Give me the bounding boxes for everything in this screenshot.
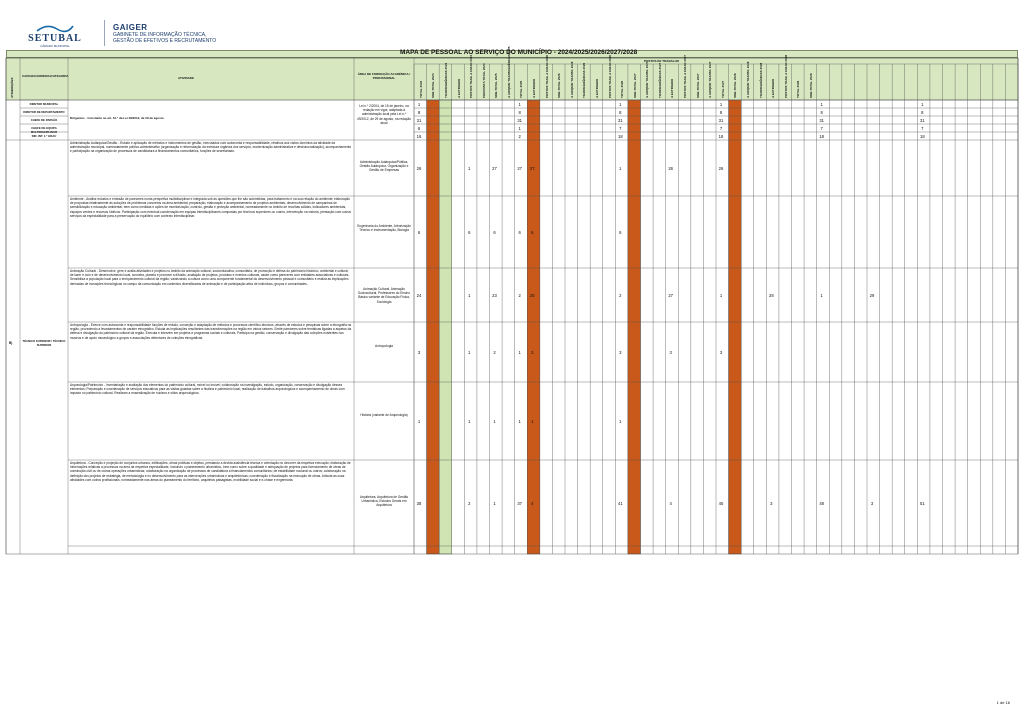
dir-formacao: Lei n.º 2/2004, de 15 de janeiro, na redação em vigor, adaptada à administração local pela Lei n.º 49/2012, de 29 de agosto, na redação atual xyxy=(357,104,411,125)
dir-value: 1 xyxy=(619,102,622,107)
col-header-3-0: TOTAL 2027 xyxy=(720,80,725,98)
tec-value: 1 xyxy=(493,419,496,424)
tec-value: 27 xyxy=(517,166,522,171)
dir-value: 8 xyxy=(820,110,823,115)
col-header-2-1: SUB-TOTAL 2027 xyxy=(632,73,637,98)
dir-cargo: DIRETOR DE DEPARTAMENTO xyxy=(23,110,65,114)
tec-value: 24 xyxy=(416,293,422,298)
tec-value: 41 xyxy=(617,501,623,506)
tec-value: 26 xyxy=(718,166,724,171)
tec-value: 26 xyxy=(416,166,422,171)
tec-value: 1 xyxy=(468,350,471,355)
col-header-3-2: A ADIQUIR TRANSF. 2028 xyxy=(745,61,750,98)
tec-value: 37 xyxy=(517,501,522,506)
col-header-2-5: POSTOS TRAB. A CRIAR 2027 xyxy=(683,54,688,98)
tec-value: 2 xyxy=(619,293,622,298)
col-header-2-0: TOTAL 2026 xyxy=(620,80,625,98)
col-header-3-7: SUB-TOTAL 2028 xyxy=(808,73,813,98)
dir-value: 31 xyxy=(819,118,824,123)
tec-value: 3 xyxy=(619,350,622,355)
tec-value: 2 xyxy=(493,350,496,355)
document-title: MAPA DE PESSOAL AO SERVIÇO DO MUNICÍPIO - 2024/2025/2026/2027/2028 xyxy=(400,49,638,56)
page-number: 1 de 16 xyxy=(996,700,1010,705)
col-header-1-0: TOTAL 2025 xyxy=(519,80,524,98)
col-header-2-6: SUB-TOTAL 2027 xyxy=(695,73,700,98)
tec-value: 1 xyxy=(468,419,471,424)
tec-value: 6 xyxy=(619,230,622,235)
tec-value: 45 xyxy=(718,501,724,506)
dir-value: 8 xyxy=(417,110,421,115)
dir-value: 18 xyxy=(617,134,623,139)
tec-value: 1 xyxy=(619,419,622,424)
tec-value: 27 xyxy=(492,166,497,171)
col-header-1-1: A EXTINGUIR xyxy=(532,78,537,98)
tec-value: 6 xyxy=(531,230,534,235)
tec-value: 1 xyxy=(619,166,622,171)
dir-value: 8 xyxy=(518,110,521,115)
tec-atribuicoes: B) xyxy=(9,341,13,345)
logo-sub: CÂMARA MUNICIPAL xyxy=(40,44,70,48)
document-header xyxy=(14,18,216,48)
tec-value: 2 xyxy=(518,293,521,298)
dir-value: 7 xyxy=(921,126,924,131)
col-header-0-3: A EXTINGUIR xyxy=(456,78,461,98)
setubal-logo xyxy=(14,18,96,48)
tec-value: 51 xyxy=(919,501,925,506)
col-header-0-5: PROPOSTA TOTAL 2024 xyxy=(481,63,486,98)
col-area-formacao: ÁREA DE FORMAÇÃO ACADÉMICA / PROFISSIONAL xyxy=(357,72,411,81)
col-header-0-6: SUB-TOTAL 2025 xyxy=(494,73,499,98)
column-shade-0-1 xyxy=(427,100,440,554)
dir-value: 31 xyxy=(718,118,724,123)
col-header-3-6: TOTAL 2028 xyxy=(796,80,801,98)
tec-value: 29 xyxy=(869,293,875,298)
tec-value: 1 xyxy=(820,293,823,298)
tec-value: 1 xyxy=(719,293,723,298)
tec-value: 6 xyxy=(417,230,421,235)
col-header-1-5: TRANSFERÊNCIAS 2026 xyxy=(582,62,587,98)
tec-value: 6 xyxy=(518,230,521,235)
tec-value: 4 xyxy=(531,501,534,506)
col-header-1-7: POSTOS TRAB. A CRIAR 2026 xyxy=(607,54,612,98)
tec-value: 1 xyxy=(518,419,521,424)
dir-atividade: Dirigentes - Constante no art. 10.º da Lei 49/2012, de 29 de agosto. xyxy=(70,116,165,120)
col-header-1-3: SUB-TOTAL 2026 xyxy=(557,73,562,98)
col-header-2-3: TRANSFERÊNCIAS 2027 xyxy=(657,62,662,98)
dir-value: 1 xyxy=(719,102,723,107)
dir-cargo: DIR. INT. 1.º GRAU xyxy=(31,134,57,138)
dir-value: 1 xyxy=(417,102,421,107)
tec-value: 28 xyxy=(768,293,774,298)
dir-value: 7 xyxy=(820,126,823,131)
col-atividade: ATIVIDADE xyxy=(178,76,194,80)
tec-formacao: Administração Autárquica/Pública, Gestão Autárquica, Organização e Gestão de Empresas xyxy=(359,160,409,173)
tec-atividade: Arqueologia/Património - Inventariação e avaliação dos elementos do património cultural, móvel ou imóvel; colaboração na investigação, estudo, organização, conservação e divulgação desses elementos; Preparação e coordenação de serviços educativos para as visitas guiadas sobre a história e património local; realização de trabalhos arqueológicos e acompanhamento de obras com impacto no património cultural. Realizam a musealização de núcleos e sítios arqueológicos. xyxy=(70,383,345,396)
tec-value: 1 xyxy=(468,166,471,171)
col-header-3-5: POSTOS TRAB. A CRIAR 2028 xyxy=(783,54,788,98)
header-divider xyxy=(104,20,105,46)
col-header-3-4: A EXTINGUIR xyxy=(771,78,776,98)
dir-value: 8 xyxy=(921,110,924,115)
tec-value: 6 xyxy=(468,230,471,235)
dir-value: 6 xyxy=(417,126,421,131)
dir-cargo: CHEFE DE EQUIPA MULTIDISCIPLINAR xyxy=(30,126,58,135)
group-header: POSTOS DE TRABALHO xyxy=(644,59,680,63)
tec-atividade: Animação Cultural - Desenvolve, gere e avalia atividades e projetos no âmbito da animação cultural, socioeducativa, comunitária, de promoção e defesa do património histórico, ambiental e cultural, de lazer e ócio e de desenvolvimento local, conceba, planeia e promove a difusão, avaliação de projetos, produtos e eventos culturais, assim como pareceres com entidades associativas e culturais. Sensibiliza a população local para o enriquecimento cultural da região; valorizando a cultura como uma componente fundamental do desenvolvimento pessoal e comunitário e realiza as implicações derivadas de inovações tecnológicas no campo da comunicação em contextos diversificados de animação e de participação ativa de indivíduos, grupos e comunidades. xyxy=(70,269,350,286)
wave-logo-icon xyxy=(35,23,75,33)
tec-value: 48 xyxy=(819,501,824,506)
tec-formacao: Engenharia do Ambiente, Arborização Técnico e Instrumentação, Biologia xyxy=(357,224,411,233)
dir-value: 31 xyxy=(919,118,925,123)
col-header-1-6: A EXTINGUIR xyxy=(594,78,599,98)
dir-value: 18 xyxy=(919,134,925,139)
dir-value: 1 xyxy=(921,102,924,107)
col-header-0-1: SUB-TOTAL 2024 xyxy=(431,73,436,98)
gabinete-line-2: GESTÃO DE EFETIVOS E RECRUTAMENTO xyxy=(113,37,217,44)
tec-atividade: Antropologia - Exerce com autonomia e responsabilidade funções de estudo, conceção e adaptação de métodos e processos científico-técnicos, através de estudos e pesquisas sobre a etnografia na região, procedendo a levantamentos de caráter etnográfico. Estuda as implicações resultantes das transformações na região em vários setores. Emite pareceres sobre temáticas ligadas a aspetos da defesa e divulgação do património cultural da região. Executa e intervém em projetos e programas sociais e culturais. Participa na gestão, conservação e divulgação das coleções existentes nos museus e de apoio museológico a grupos e associações detentores de coleções etnográficas. xyxy=(70,323,352,340)
tec-atividade: Administração Autárquica/Gestão - Estudo e aplicação de métodos e instrumentos de gestão, executados com autonomia e responsabilidade, relativos aos vários domínios da atividade da administração municipal, nomeadamente político-administrativo (organização e reformulação da estrutura orgânica dos serviços, modernização administrativa e desburocratização), acompanhamento e participação na organização de processos de candidatura a financiamentos comunitários, funções de secretariado. xyxy=(70,141,352,154)
col-header-0-4: POSTOS TRAB. A CRIAR 2024 xyxy=(469,54,474,98)
tec-value: 1 xyxy=(468,293,471,298)
dir-value: 31 xyxy=(617,118,623,123)
tec-value: 38 xyxy=(416,501,422,506)
tec-value: 4 xyxy=(669,501,672,506)
tec-value: 3 xyxy=(531,350,534,355)
dir-value: 8 xyxy=(619,110,622,115)
tec-atividade: Ambiente - Análise estudos e emissão de pareceres numa perspetiva multidisciplinar e integrada sob as questões que lhe são submetidas, para tratamento e na sua relação do ambiente; elaboração de propostas relativamente às soluções de problemas concretos na área ambiental; preparação, elaboração e acompanhamento de projetos ambientais; desenvolvimento de campanhas de sensibilização e educação ambiental; bem como medidas e ações de monitorização, controlo, gestão e proteção ambiental, nomeadamente no âmbito de recolhas sólidas, indicadores ambientais, espaços verdes e recursos hídricos. Participação com eventual coordenação em equipas interdisciplinares compostas por técnicos superiores ou outros, intervenção na vistoria, prestação com outros serviços da especialidade para a preservação do equilíbrio com contexto interdisciplinar. xyxy=(70,197,351,218)
dir-value: 7 xyxy=(619,126,622,131)
tec-formacao: Antropologia xyxy=(375,344,393,348)
tec-value: 27 xyxy=(529,166,535,171)
tec-value: 27 xyxy=(668,293,673,298)
tec-value: 1 xyxy=(417,419,421,424)
dir-value: 18 xyxy=(819,134,824,139)
col-header-2-2: A ADIQUIR TRANSF. 2027 xyxy=(645,61,650,98)
gabinete-block xyxy=(113,23,216,44)
header-band xyxy=(6,58,1018,100)
tec-value: 3 xyxy=(719,350,723,355)
tec-value: 1 xyxy=(493,501,496,506)
dir-value: 16 xyxy=(416,134,422,139)
tec-value: 6 xyxy=(493,230,496,235)
dir-value: 18 xyxy=(718,134,724,139)
tec-value: 3 xyxy=(770,501,773,506)
tec-formacao: Animação Cultural, Animação Sociocultural, Professores do Ensino Básico variante de Educação Física, Sociologia xyxy=(357,287,411,304)
dir-value: 2 xyxy=(518,134,521,139)
dir-value: 1 xyxy=(518,102,521,107)
tec-value: 25 xyxy=(529,293,535,298)
dir-cargo: CHEFE DE DIVISÃO xyxy=(30,118,58,122)
gabinete-line-1: GABINETE DE INFORMAÇÃO TÉCNICA, xyxy=(113,31,207,38)
column-shade-0-2 xyxy=(439,100,452,554)
col-atribuicoes: ATRIBUIÇÕES xyxy=(10,77,14,98)
col-header-1-4: A ADIQUIR TRANSF. 2026 xyxy=(569,61,574,98)
dir-value: 1 xyxy=(518,126,521,131)
col-header-0-0: TOTAL 2023 xyxy=(418,80,423,98)
dir-cargo: DIRETOR MUNICIPAL xyxy=(29,102,59,106)
tec-formacao: História (variante de Arqueologia) xyxy=(360,413,408,417)
gabinete-title: GAIGER xyxy=(113,22,148,32)
tec-value: 2 xyxy=(468,501,471,506)
tec-value: 26 xyxy=(668,166,673,171)
col-header-3-3: TRANSFERÊNCIAS 2028 xyxy=(758,62,763,98)
column-shade-3-1 xyxy=(729,100,742,554)
tec-atividade: Arquitetura - Conceção e projeção de conjuntos urbanos, edificações, obras públicas e objetos, prestando a devida assistência técnica e orientação no decorrer da respetiva execução; elaboração de informações relativas a processos na área da respetiva especialidade, incluindo o planeamento urbanístico, bem como sobre a qualidade e adequação de projetos para licenciamento de obras de construção civil ou de outras operações urbanísticas; colaboração na organização de processos de candidatura a financiamentos comunitários; de estabilidade nocional ou outros; colaboração na definição dos projetos de estratégia, de metodologia e no desenvolvimento para as intervenções urbanísticas e arquitetónicas; coordenação e fiscalização na execução de obras. Articula as suas atividades com outros profissionais, nomeadamente nas áreas do planeamento do território, arquitetos paisagistas, mobilidade social e e-chase e engenharia. xyxy=(70,461,351,482)
tec-value: 1 xyxy=(518,350,521,355)
tec-carreira: TÉCNICO SUPERIOR / TÉCNICO SUPERIOR xyxy=(22,339,66,348)
col-header-2-7: A ADIQUIR TRANSF. 2027 xyxy=(708,61,713,98)
tec-value: 3 xyxy=(870,501,874,506)
dir-value: 31 xyxy=(517,118,522,123)
col-header-3-1: SUB-TOTAL 2028 xyxy=(733,73,738,98)
tec-value: 3 xyxy=(669,350,672,355)
dir-value: 31 xyxy=(416,118,422,123)
logo-word: SETUBAL xyxy=(28,33,82,44)
col-header-0-7: A ADIQUIR TRANSFERÊNCIAS 2025 xyxy=(506,46,511,98)
dir-value: 8 xyxy=(719,110,723,115)
tec-formacao: Arquitetura, Arquitetura de Gestão Urbanística, Estudos Gerais em Arquitetura xyxy=(359,495,409,508)
dir-value: 1 xyxy=(820,102,823,107)
tec-value: 1 xyxy=(531,419,534,424)
col-header-1-2: POSTOS TRAB. A CRIAR 2026 xyxy=(544,54,549,98)
tec-value: 3 xyxy=(417,350,421,355)
column-shade-2-1 xyxy=(628,100,641,554)
tec-value: 23 xyxy=(492,293,497,298)
col-header-0-2: TRANSFERÊNCIAS 2024 xyxy=(443,62,448,98)
col-header-2-4: A EXTINGUIR xyxy=(670,78,675,98)
dir-value: 7 xyxy=(719,126,723,131)
col-carreira: CARGO/CARREIRA/CATEGORIA xyxy=(22,74,69,78)
